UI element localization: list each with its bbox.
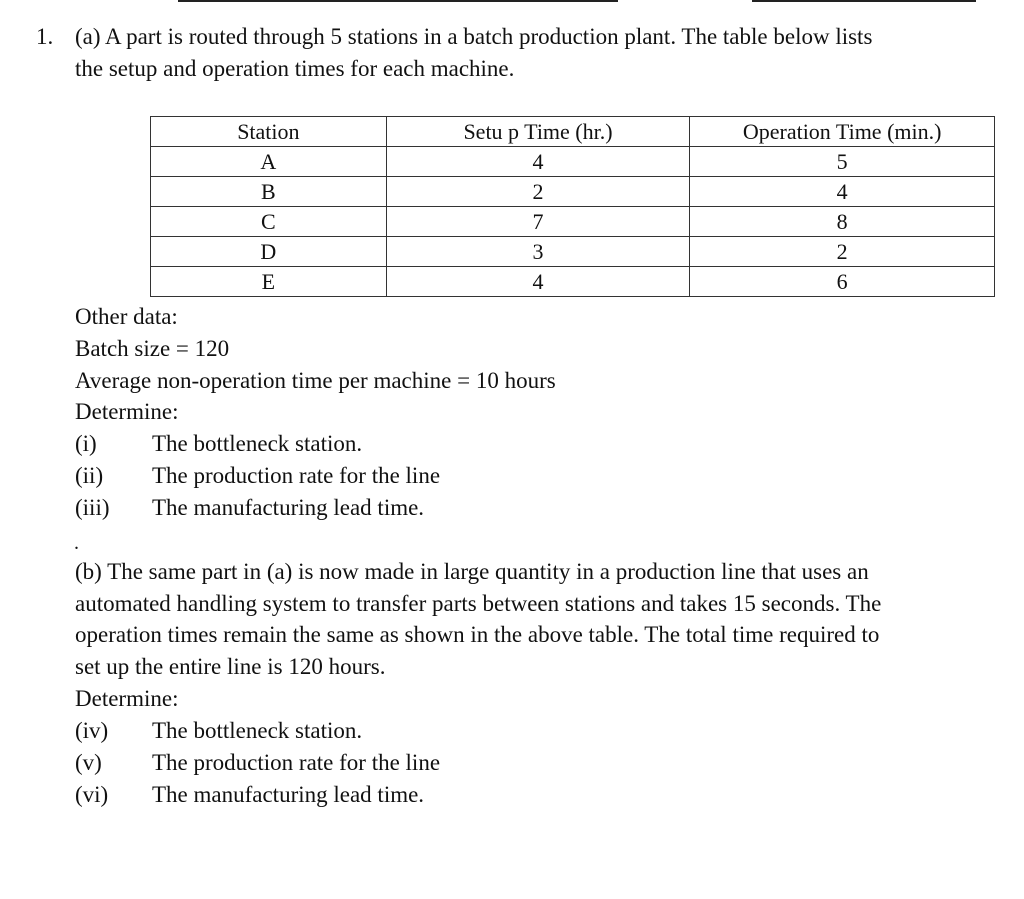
item-number: (v) (75, 750, 102, 775)
table-row (151, 177, 995, 207)
item-number: (ii) (75, 463, 104, 488)
setup-time-cell: 2 (386, 177, 690, 207)
item-text: The bottleneck station. (152, 431, 363, 456)
table-row (151, 207, 995, 237)
station-cell: A (151, 147, 387, 177)
station-cell: B (151, 177, 387, 207)
table-row (151, 237, 995, 267)
item-number: (i) (75, 431, 97, 456)
question-number: 1. (36, 24, 54, 49)
item-text: The production rate for the line (152, 463, 441, 488)
header-operation-time: Operation Time (min.) (690, 117, 995, 147)
operation-time-cell: 5 (690, 147, 995, 177)
operation-time-cell: 6 (690, 267, 995, 297)
stray-dot: . (74, 532, 79, 554)
setup-time-cell: 3 (386, 237, 690, 267)
header-setup-time: Setu p Time (hr.) (386, 117, 690, 147)
header-station: Station (151, 117, 387, 147)
station-cell: D (151, 237, 387, 267)
other-data-heading: Other data: (75, 304, 178, 329)
station-times-table (150, 116, 995, 297)
part-b-line-3: operation times remain the same as shown in the above table. The total time required to (75, 622, 880, 647)
item-text: The manufacturing lead time. (152, 495, 425, 520)
part-b-line-4: set up the entire line is 120 hours. (75, 654, 386, 679)
setup-time-cell: 4 (386, 267, 690, 297)
item-number: (vi) (75, 782, 109, 807)
setup-time-cell: 7 (386, 207, 690, 237)
part-b-line-2: automated handling system to transfer parts between stations and takes 15 seconds. The (75, 591, 882, 616)
item-number: (iii) (75, 495, 110, 520)
operation-time-cell: 2 (690, 237, 995, 267)
item-text: The manufacturing lead time. (152, 782, 425, 807)
item-text: The production rate for the line (152, 750, 441, 775)
station-cell: E (151, 267, 387, 297)
determine-label-a: Determine: (75, 399, 179, 424)
operation-time-cell: 4 (690, 177, 995, 207)
determine-label-b: Determine: (75, 686, 179, 711)
station-cell: C (151, 207, 387, 237)
table-row (151, 147, 995, 177)
part-a-intro-line-2: the setup and operation times for each machine. (75, 56, 515, 81)
table-row (151, 267, 995, 297)
setup-time-cell: 4 (386, 147, 690, 177)
table-header-row (151, 117, 995, 147)
batch-size: Batch size = 120 (75, 336, 230, 361)
top-rule-right (752, 0, 976, 2)
part-a-intro-line-1: (a) A part is routed through 5 stations in a batch production plant. The table below lists (75, 24, 873, 49)
operation-time-cell: 8 (690, 207, 995, 237)
part-b-line-1: (b) The same part in (a) is now made in large quantity in a production line that uses an (75, 559, 869, 584)
item-text: The bottleneck station. (152, 718, 363, 743)
item-number: (iv) (75, 718, 109, 743)
non-operation-time: Average non-operation time per machine = 10 hours (75, 368, 556, 393)
top-rule-left (178, 0, 618, 2)
